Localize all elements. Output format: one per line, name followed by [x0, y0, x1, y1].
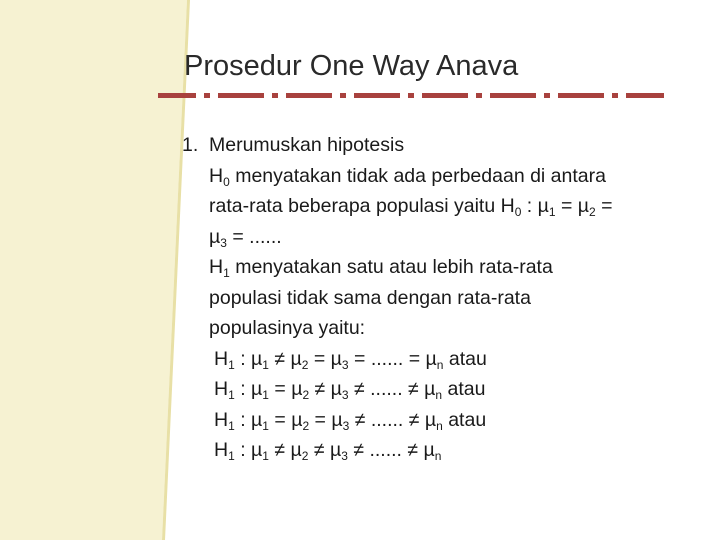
h1-statement-line-3: populasinya yaitu:	[209, 317, 366, 339]
h1-statement-line-1: $H_1$ menyatakan satu atau lebih rata-rata	[209, 256, 553, 280]
h0-statement-line-2: rata-rata beberapa populasi yaitu $H_0$ : µ$_1$ = µ$_2$ =	[209, 195, 613, 219]
h0-statement-line-1: $H_0$ menyatakan tidak ada perbedaan di antara	[209, 164, 606, 189]
h1-alternative-2: $H_1$ : µ$_1$ = µ$_2$ ≠ µ$_3$ ≠ ...... ≠ µ$_n$ atau	[214, 378, 486, 402]
list-item-title: Merumuskan hipotesis	[209, 134, 405, 156]
h1-alternative-4: $H_1$ : µ$_1$ ≠ µ$_2$ ≠ µ$_3$ ≠ ...... ≠ µ$_n$	[214, 439, 442, 463]
title-divider	[0, 0, 720, 110]
h1-alternative-1: $H_1$ : µ$_1$ ≠ µ$_2$ = µ$_3$ = ...... = µ$_n$ atau	[214, 347, 487, 372]
list-item-heading	[182, 130, 682, 161]
h1-alternative-3: $H_1$ : µ$_1$ = µ$_2$ = µ$_3$ ≠ ...... ≠ µ$_n$ atau	[214, 408, 487, 433]
slide-title: Prosedur One Way Anava	[184, 50, 519, 82]
h1-statement-line-2: populasi tidak sama dengan rata-rata	[209, 286, 531, 309]
slide-body	[182, 130, 682, 466]
list-number: 1.	[182, 134, 199, 156]
h0-statement-line-3: µ$_3$ = ......	[209, 225, 282, 250]
